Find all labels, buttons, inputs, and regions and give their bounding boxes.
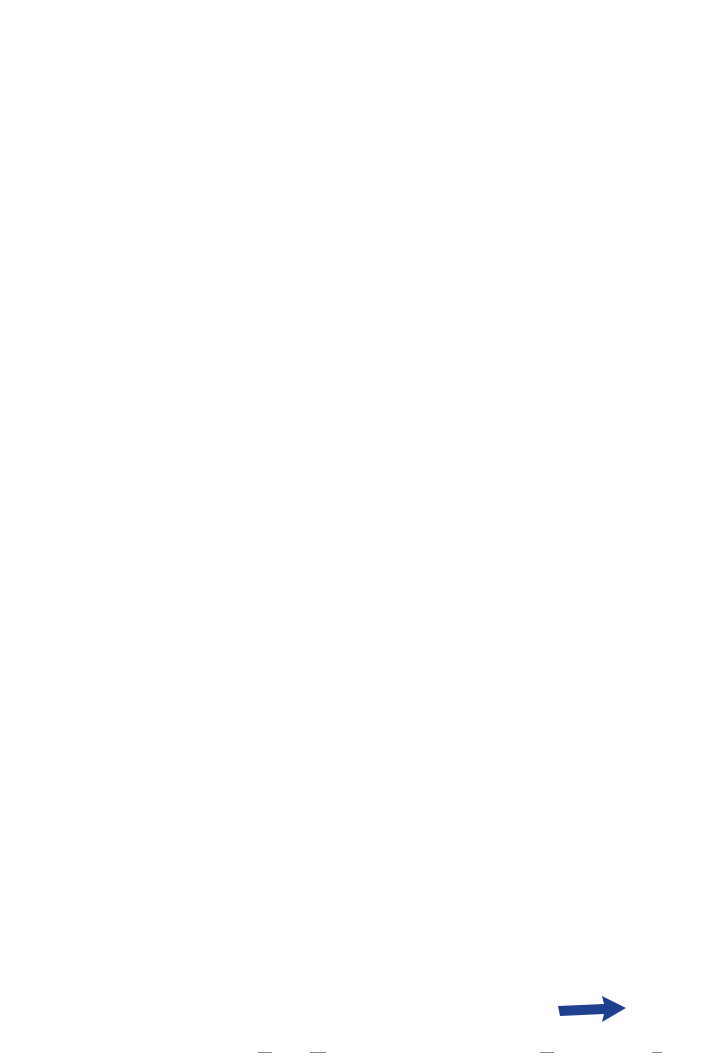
- scan-mark: [258, 1052, 272, 1053]
- scan-mark: [540, 1052, 554, 1053]
- scan-mark: [652, 1052, 662, 1053]
- scan-mark: [310, 1052, 326, 1053]
- arrow-right-icon[interactable]: [556, 994, 628, 1024]
